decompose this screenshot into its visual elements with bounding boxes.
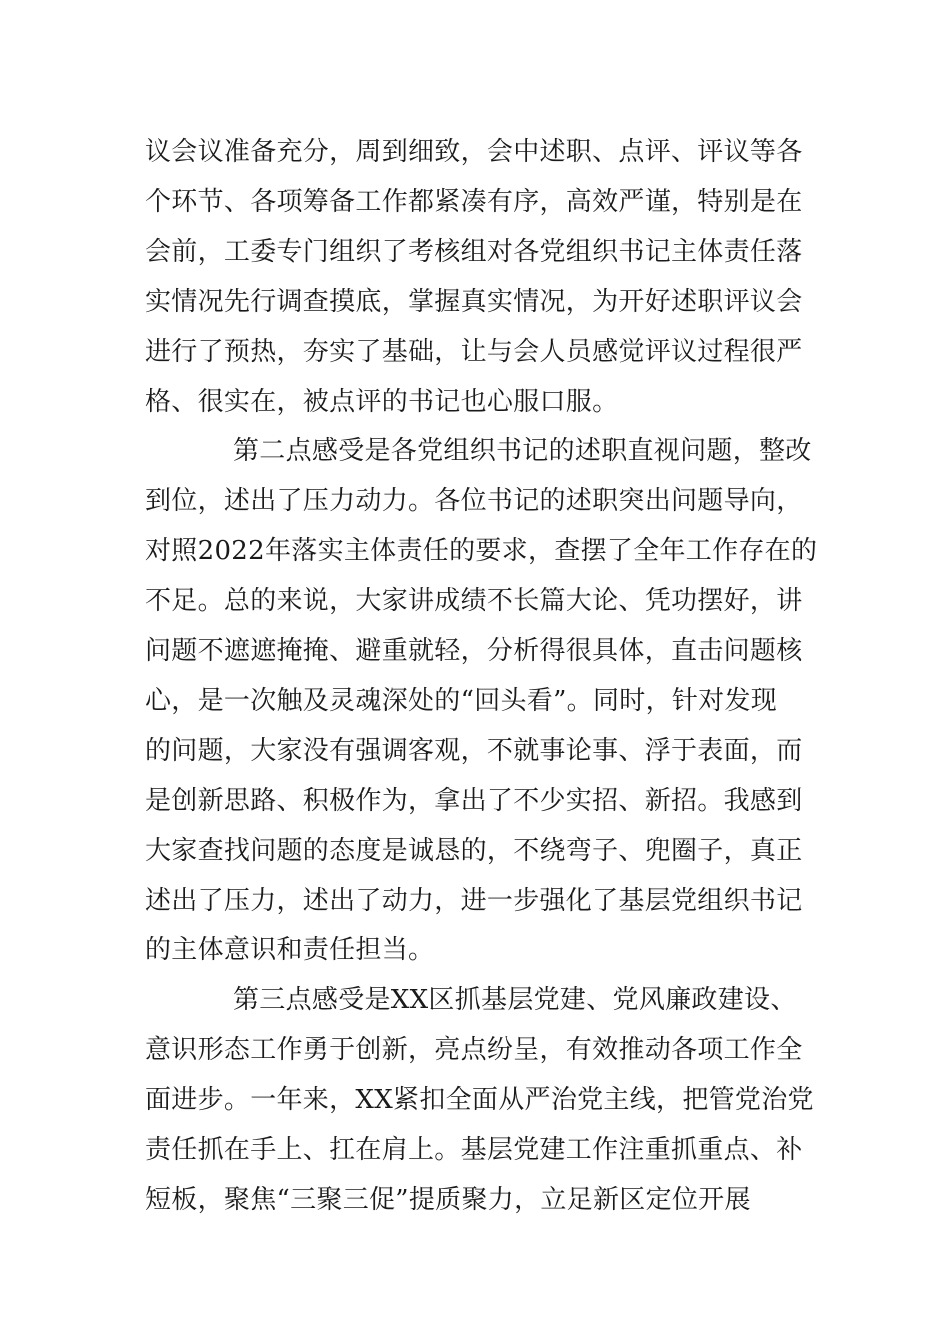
paragraph-2-line-4: 不足。总的来说，大家讲成绩不长篇大论、凭功摆好，讲 [145, 586, 803, 616]
paragraph-2-line-3: 对照2022年落实主体责任的要求，查摆了全年工作存在的 [145, 536, 818, 566]
paragraph-2-line-6: 心，是一次触及灵魂深处的“回头看”。同时，针对发现 [145, 686, 778, 716]
paragraph-2-line-7: 的问题，大家没有强调客观，不就事论事、浮于表面，而 [145, 736, 803, 766]
paragraph-2-line-1: 第二点感受是各党组织书记的述职直视问题，整改 [233, 436, 812, 466]
paragraph-3-line-1: 第三点感受是XX区抓基层党建、党风廉政建设、 [233, 985, 797, 1015]
paragraph-1-line-2: 个环节、各项筹备工作都紧凑有序，高效严谨，特别是在 [145, 187, 803, 217]
paragraph-3-line-4: 责任抓在手上、扛在肩上。基层党建工作注重抓重点、补 [145, 1135, 803, 1165]
paragraph-2-line-10: 述出了压力，述出了动力，进一步强化了基层党组织书记 [145, 886, 803, 916]
paragraph-2-line-11: 的主体意识和责任担当。 [145, 935, 435, 965]
paragraph-1-line-4: 实情况先行调查摸底，掌握真实情况，为开好述职评议会 [145, 287, 803, 317]
paragraph-3-line-2: 意识形态工作勇于创新，亮点纷呈，有效推动各项工作全 [145, 1035, 803, 1065]
paragraph-2-line-8: 是创新思路、积极作为，拿出了不少实招、新招。我感到 [145, 786, 803, 816]
paragraph-1-line-1: 议会议准备充分，周到细致，会中述职、点评、评议等各 [145, 137, 803, 167]
paragraph-2-line-5: 问题不遮遮掩掩、避重就轻，分析得很具体，直击问题核 [145, 636, 803, 666]
paragraph-1-line-5: 进行了预热，夯实了基础，让与会人员感觉评议过程很严 [145, 337, 803, 367]
paragraph-2-line-9: 大家查找问题的态度是诚恳的，不绕弯子、兜圈子，真正 [145, 836, 803, 866]
paragraph-3-line-5: 短板，聚焦“三聚三促”提质聚力，立足新区定位开展 [145, 1185, 751, 1215]
paragraph-1-line-6: 格、很实在，被点评的书记也心服口服。 [145, 387, 619, 417]
paragraph-2-line-2: 到位，述出了压力动力。各位书记的述职突出问题导向， [145, 486, 803, 516]
paragraph-3-line-3: 面进步。一年来，XX紧扣全面从严治党主线，把管党治党 [145, 1085, 814, 1115]
paragraph-1-line-3: 会前，工委专门组织了考核组对各党组织书记主体责任落 [145, 237, 803, 267]
